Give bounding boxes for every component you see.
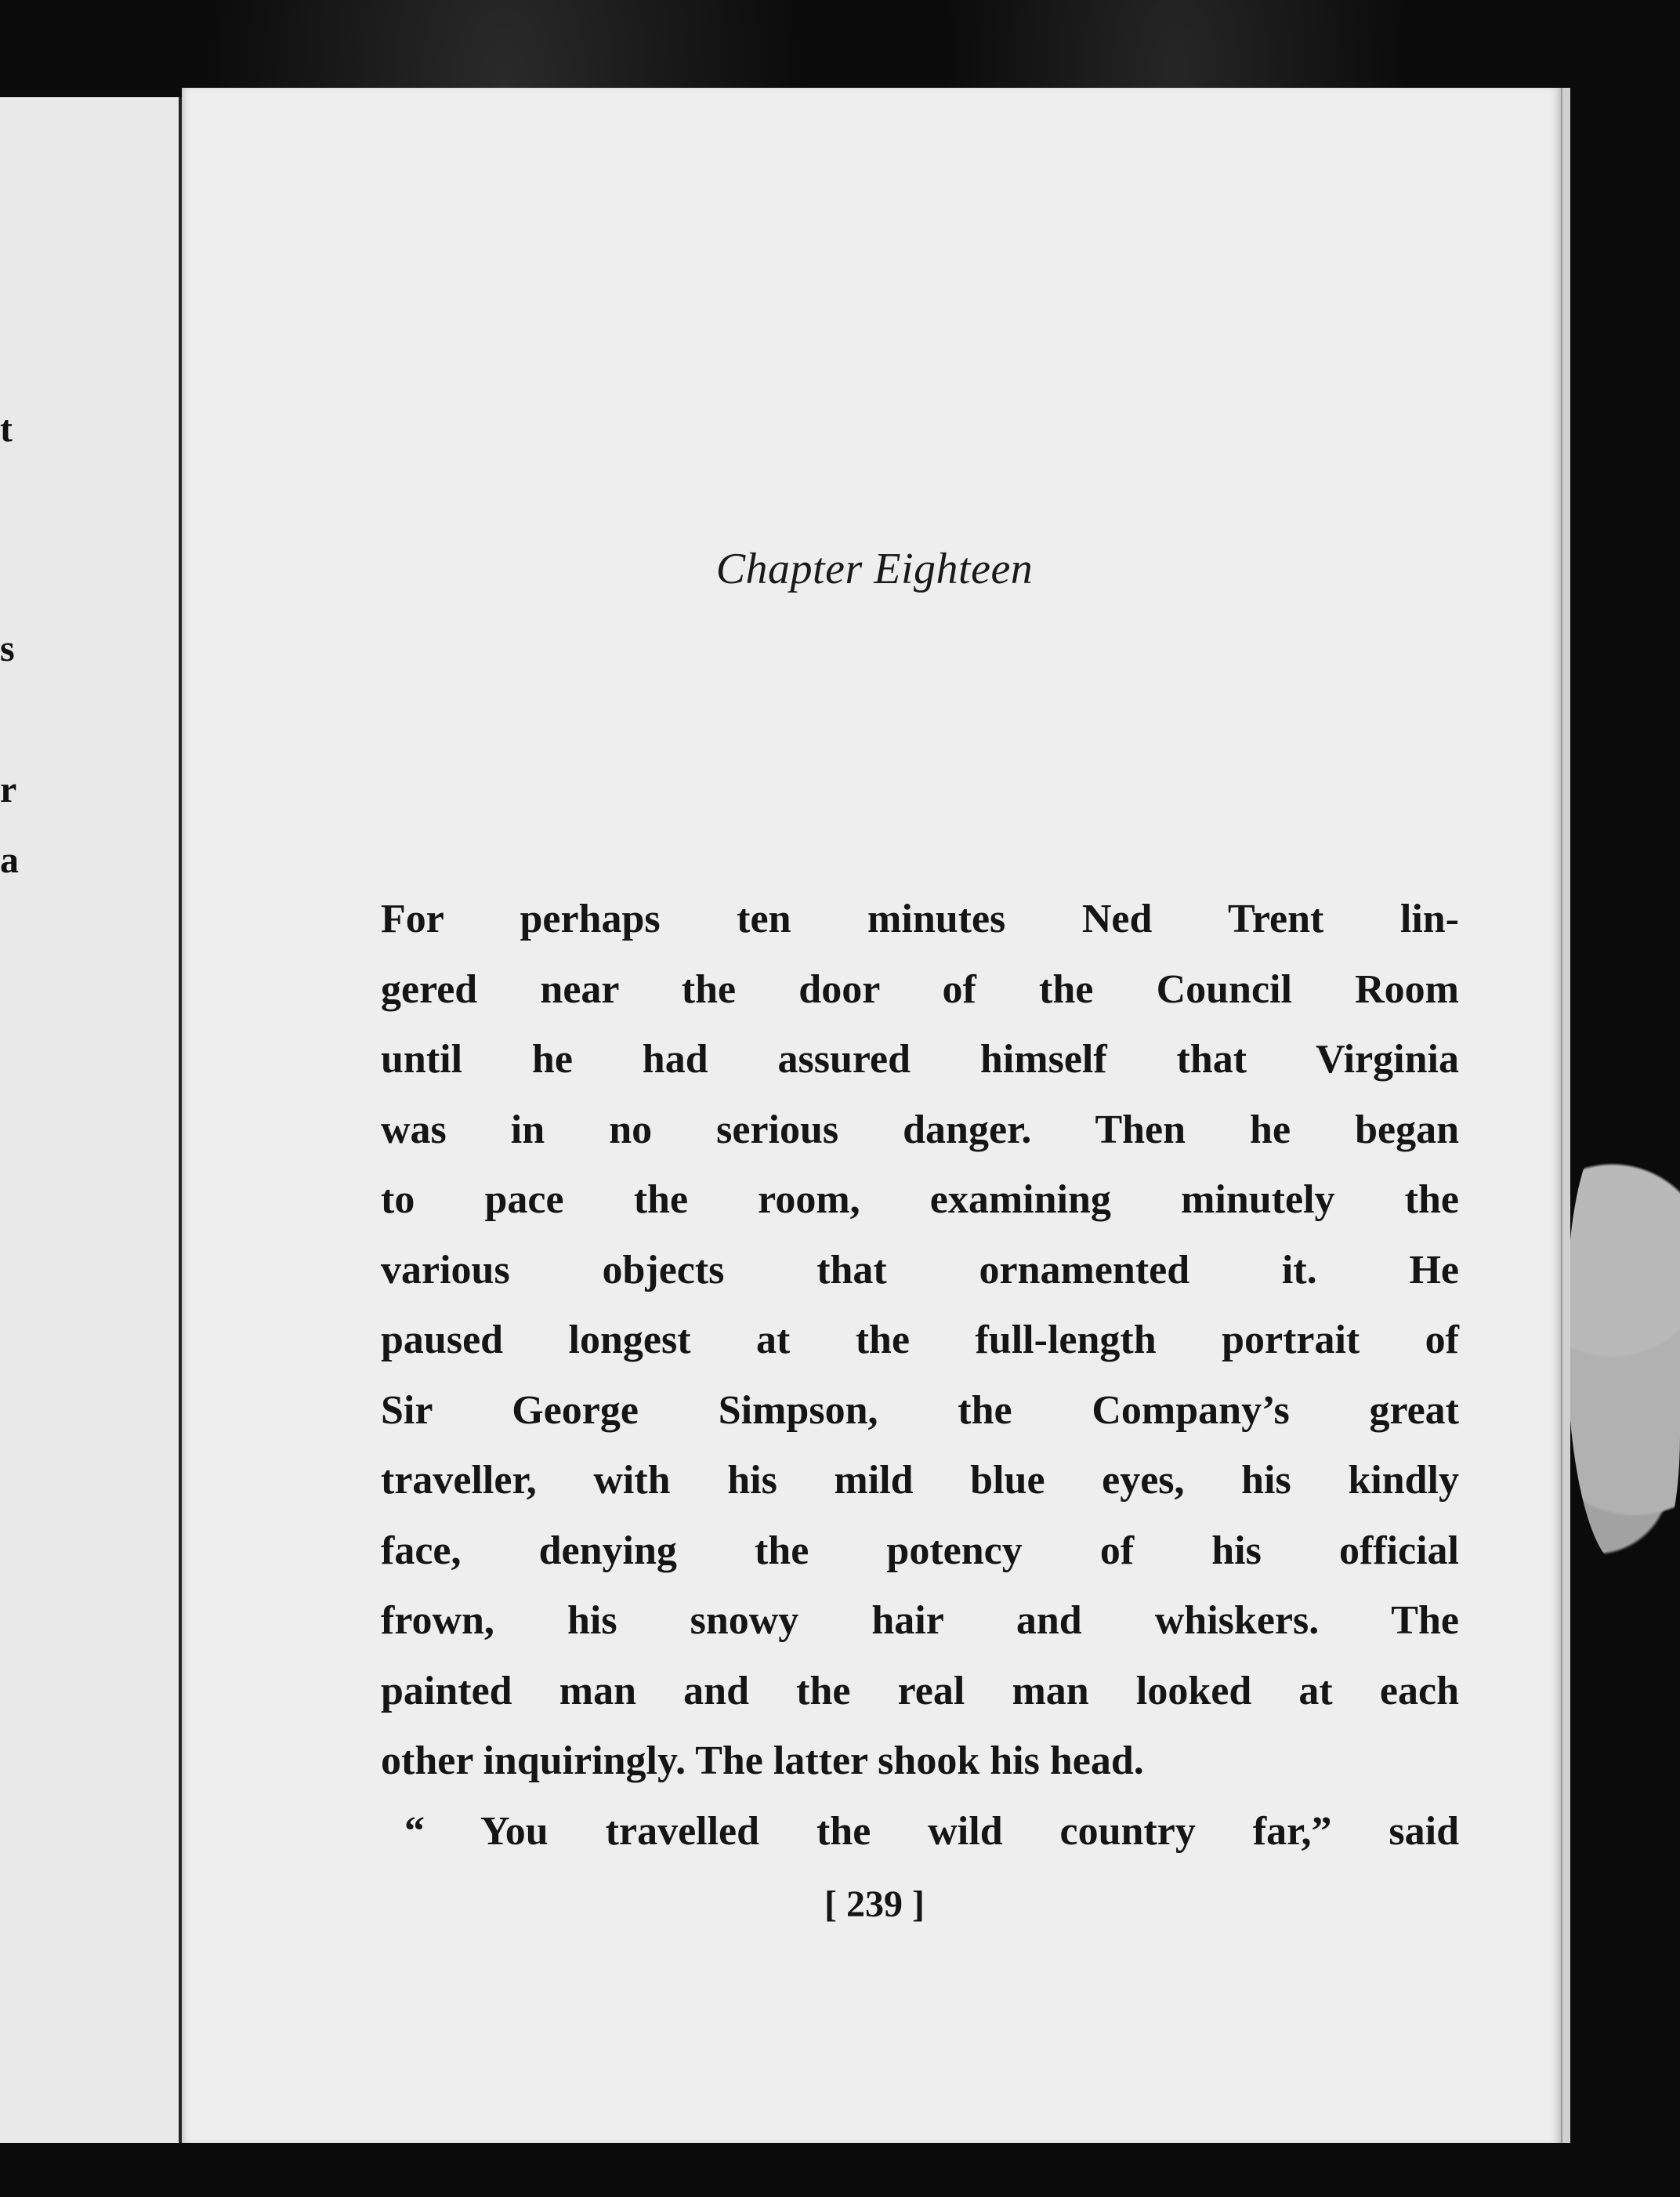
previous-page-fragment: r bbox=[0, 769, 17, 810]
book-page bbox=[182, 88, 1567, 2143]
text-line: Sir George Simpson, the Company’s great bbox=[381, 1387, 1459, 1433]
page-number: [ 239 ] bbox=[824, 1883, 925, 1925]
text-line: was in no serious danger. Then he began bbox=[381, 1107, 1459, 1152]
previous-page-fragment: s bbox=[0, 628, 15, 669]
text-line: frown, his snowy hair and whiskers. The bbox=[381, 1598, 1459, 1643]
previous-page-edge bbox=[0, 97, 182, 2143]
text-line: various objects that ornamented it. He bbox=[381, 1247, 1459, 1292]
previous-page-fragment: a bbox=[0, 839, 19, 881]
page-edge bbox=[1561, 88, 1570, 2143]
text-line: gered near the door of the Council Room bbox=[381, 966, 1459, 1012]
text-line: For perhaps ten minutes Ned Trent lin- bbox=[381, 897, 1459, 941]
text-line: face, denying the potency of his official bbox=[381, 1528, 1459, 1573]
torn-paper-scrap bbox=[1567, 1129, 1680, 1568]
text-line: other inquiringly. The latter shook his head. bbox=[381, 1738, 1144, 1783]
text-line: painted man and the real man looked at each bbox=[381, 1668, 1459, 1713]
previous-page-fragment: t bbox=[0, 408, 13, 450]
chapter-heading: Chapter Eighteen bbox=[715, 545, 1034, 593]
body-text bbox=[381, 884, 1459, 1866]
text-line: traveller, with his mild blue eyes, his kindly bbox=[381, 1458, 1459, 1503]
text-line: “ You travelled the wild country far,” said bbox=[404, 1808, 1459, 1854]
text-line: paused longest at the full-length portrait of bbox=[381, 1318, 1459, 1362]
text-line: until he had assured himself that Virginia bbox=[381, 1037, 1459, 1082]
text-line: to pace the room, examining minutely the bbox=[381, 1177, 1459, 1222]
